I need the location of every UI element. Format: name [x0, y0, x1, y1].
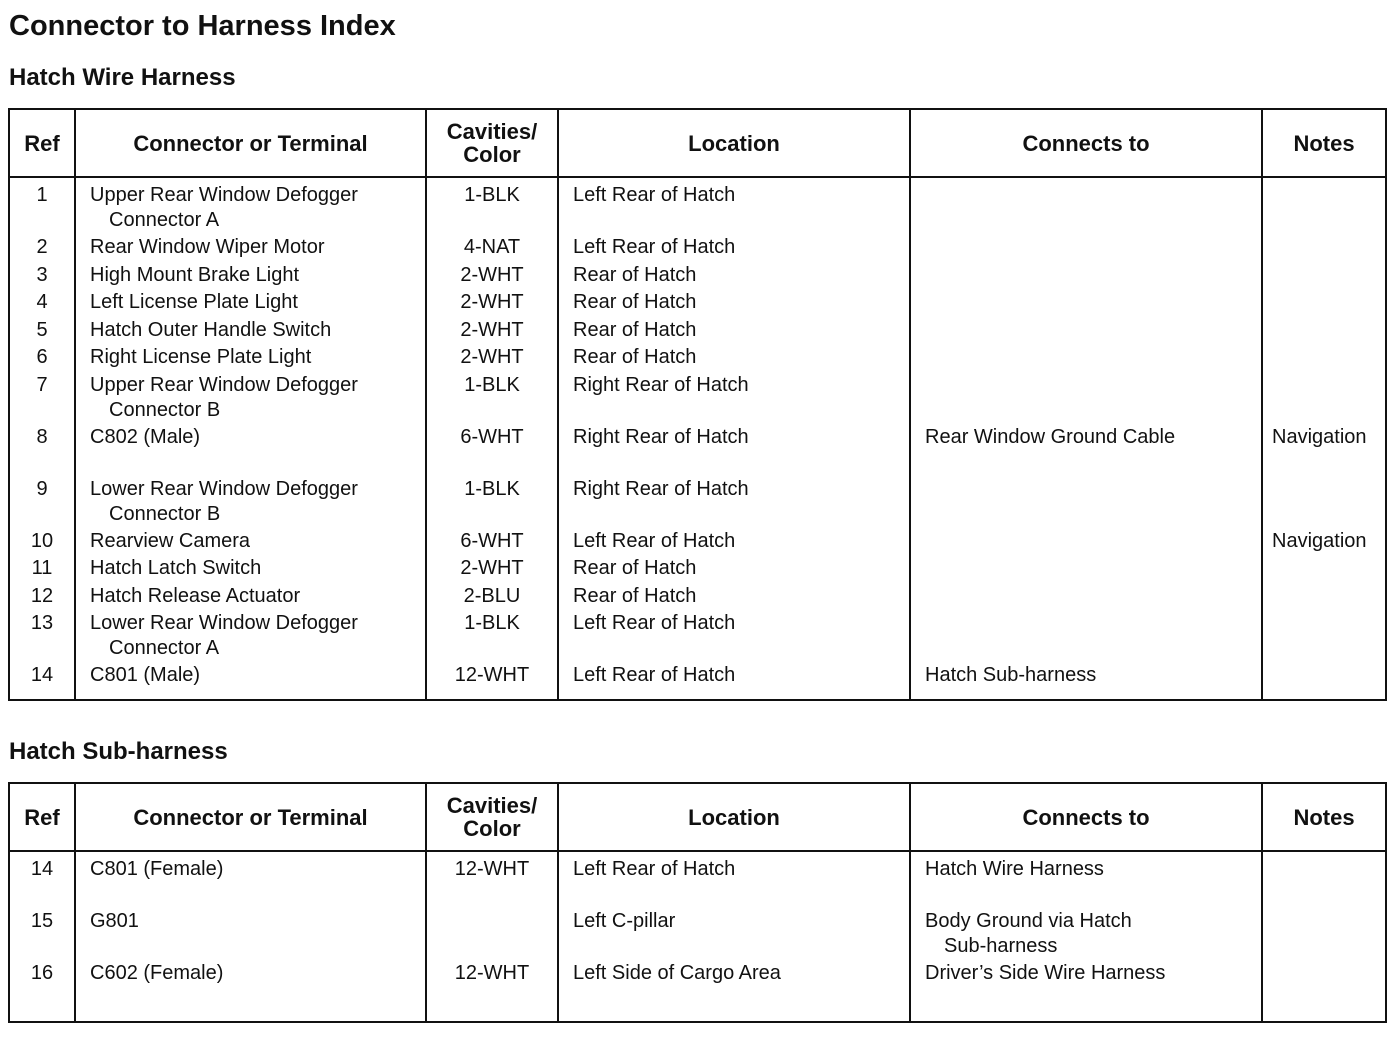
cell-connector-text: Lower Rear Window Defogger: [90, 477, 358, 500]
table-row: [9, 290, 1386, 318]
cell-ref: [9, 529, 75, 557]
section-title-hatch-sub-harness: Hatch Sub-harness: [9, 738, 228, 765]
cell-ref: [9, 345, 75, 373]
table-row: [9, 263, 1386, 291]
cell-ref-text: 15: [30, 910, 54, 932]
cell-cavities-text: 2-WHT: [460, 291, 524, 313]
cell-ref-text: 4: [36, 291, 48, 313]
cell-connector-text: Rearview Camera: [90, 529, 251, 552]
cell-cavities: [426, 235, 558, 263]
cell-cavities-text: 12-WHT: [454, 962, 530, 984]
cell-cavities-text: 1-BLK: [464, 612, 520, 634]
cell-notes: [1262, 290, 1386, 318]
cell-connector: [75, 961, 426, 1022]
cell-connector-text: C602 (Female): [90, 962, 224, 984]
cell-location-text: Rear of Hatch: [573, 557, 697, 579]
cell-connects-to-text: Driver’s Side Wire Harness: [925, 962, 1166, 984]
cell-cavities-text: 12-WHT: [454, 858, 530, 880]
cell-cavities: [426, 961, 558, 1022]
cell-ref-text: 5: [36, 318, 48, 341]
cell-cavities: [426, 477, 558, 529]
cell-notes: [1262, 177, 1386, 235]
cell-ref-text: 11: [31, 557, 53, 579]
cell-cavities: [426, 556, 558, 584]
cell-notes: [1262, 263, 1386, 291]
table-row: [9, 529, 1386, 557]
cell-location-text: Left Rear of Hatch: [573, 664, 736, 686]
table-row: [9, 345, 1386, 373]
cell-connects-to-text: Hatch Wire Harness: [925, 858, 1104, 880]
cell-connects-to-text: Rear Window Ground Cable: [925, 425, 1176, 448]
cell-location: [558, 318, 910, 346]
cell-notes: [1262, 909, 1386, 961]
cell-connector-text: G801: [90, 910, 139, 932]
cell-location-text: Left Side of Cargo Area: [573, 962, 781, 984]
cell-cavities: [426, 263, 558, 291]
cell-ref: [9, 235, 75, 263]
cell-connector: [75, 425, 426, 477]
cell-location: [558, 663, 910, 700]
cell-cavities: [426, 529, 558, 557]
cell-connects-to: [910, 851, 1262, 909]
table-row: [9, 584, 1386, 612]
cell-connects-to: [910, 345, 1262, 373]
cell-location-text: Right Rear of Hatch: [573, 373, 749, 396]
cell-cavities-text: 6-WHT: [460, 425, 524, 448]
cell-connector: [75, 529, 426, 557]
cell-connector: [75, 177, 426, 235]
cell-ref: [9, 425, 75, 477]
cell-ref: [9, 663, 75, 700]
cell-cavities-text: 2-WHT: [460, 318, 524, 341]
cell-connector-continued: Connector B: [109, 502, 221, 525]
cell-connects-to: [910, 290, 1262, 318]
cell-connector: [75, 290, 426, 318]
cell-connector-text: Right License Plate Light: [90, 346, 312, 368]
cell-cavities: [426, 345, 558, 373]
column-header-ref: Ref: [9, 783, 75, 851]
cell-location: [558, 425, 910, 477]
cell-connects-to-continued: Sub-harness: [944, 935, 1058, 957]
table-row: [9, 663, 1386, 700]
cell-notes-text: Navigation: [1272, 529, 1367, 552]
cell-cavities: [426, 290, 558, 318]
cell-connector: [75, 477, 426, 529]
cell-cavities-text: 2-WHT: [460, 263, 524, 286]
hatch-sub-harness-table: [8, 782, 1387, 1023]
column-header-cavities: Cavities/ Color: [426, 783, 558, 851]
table-row: [9, 961, 1386, 1022]
cell-connects-to: [910, 663, 1262, 700]
cell-location-text: Left C-pillar: [573, 910, 676, 932]
cell-location: [558, 477, 910, 529]
cell-cavities-text: 1-BLK: [464, 477, 520, 500]
cell-cavities: [426, 909, 558, 961]
cell-connector-text: High Mount Brake Light: [90, 263, 300, 286]
cell-connects-to: [910, 425, 1262, 477]
cell-location-text: Rear of Hatch: [573, 318, 697, 341]
cell-notes: [1262, 529, 1386, 557]
column-header-connects-to: Connects to: [910, 109, 1262, 177]
cell-connects-to: [910, 909, 1262, 961]
cell-connects-to: [910, 318, 1262, 346]
cell-cavities-text: 12-WHT: [454, 664, 530, 686]
cell-location: [558, 611, 910, 663]
table-header-row: [9, 783, 1386, 851]
cell-connector: [75, 851, 426, 909]
cell-ref-text: 7: [36, 373, 48, 396]
cell-connector: [75, 345, 426, 373]
cell-notes: [1262, 235, 1386, 263]
cell-connects-to: [910, 263, 1262, 291]
cell-ref-text: 16: [30, 962, 54, 984]
cell-cavities: [426, 851, 558, 909]
cell-cavities: [426, 177, 558, 235]
cell-location: [558, 556, 910, 584]
cell-location-text: Left Rear of Hatch: [573, 612, 736, 634]
cell-notes: [1262, 851, 1386, 909]
cell-connects-to: [910, 961, 1262, 1022]
cell-connector: [75, 584, 426, 612]
section-title-hatch-wire-harness: Hatch Wire Harness: [9, 64, 236, 91]
cell-location-text: Rear of Hatch: [573, 263, 697, 286]
cell-cavities: [426, 318, 558, 346]
cell-ref: [9, 851, 75, 909]
table-header-row: [9, 109, 1386, 177]
cell-cavities: [426, 425, 558, 477]
cell-notes: [1262, 425, 1386, 477]
cell-notes: [1262, 318, 1386, 346]
cell-location-text: Left Rear of Hatch: [573, 236, 736, 258]
cell-ref: [9, 318, 75, 346]
cell-ref: [9, 556, 75, 584]
cell-ref-text: 13: [30, 612, 54, 634]
cell-notes: [1262, 556, 1386, 584]
column-header-connector: Connector or Terminal: [75, 109, 426, 177]
cell-connector-text: C801 (Female): [90, 858, 224, 880]
cell-notes-text: Navigation: [1272, 425, 1367, 448]
cell-connector-text: Hatch Outer Handle Switch: [90, 318, 332, 341]
cell-connector: [75, 318, 426, 346]
cell-connects-to-text: Body Ground via Hatch: [925, 910, 1132, 932]
cell-ref-text: 9: [36, 477, 48, 500]
cell-location: [558, 584, 910, 612]
cell-cavities: [426, 373, 558, 425]
cell-ref-text: 10: [30, 529, 54, 552]
cell-location-text: Right Rear of Hatch: [573, 477, 749, 500]
column-header-connector: Connector or Terminal: [75, 783, 426, 851]
cell-location: [558, 235, 910, 263]
table-row: [9, 425, 1386, 477]
cell-location-text: Rear of Hatch: [573, 346, 697, 368]
column-header-notes: Notes: [1262, 783, 1386, 851]
cell-connects-to: [910, 611, 1262, 663]
cell-location-text: Left Rear of Hatch: [573, 858, 736, 880]
cell-cavities: [426, 611, 558, 663]
cell-connector-continued: Connector A: [109, 637, 220, 659]
cell-connector: [75, 556, 426, 584]
column-header-location: Location: [558, 783, 910, 851]
hatch-wire-harness-table: [8, 108, 1387, 701]
cell-location-text: Right Rear of Hatch: [573, 425, 749, 448]
cell-connects-to: [910, 584, 1262, 612]
table-row: [9, 556, 1386, 584]
cell-location-text: Rear of Hatch: [573, 291, 697, 313]
column-header-cavities: Cavities/ Color: [426, 109, 558, 177]
cell-connector: [75, 235, 426, 263]
cell-ref-text: 14: [30, 858, 54, 880]
cell-notes: [1262, 373, 1386, 425]
cell-location: [558, 373, 910, 425]
cell-ref-text: 2: [36, 236, 48, 258]
column-header-notes: Notes: [1262, 109, 1386, 177]
cell-connects-to-text: Hatch Sub-harness: [925, 664, 1097, 686]
cell-ref: [9, 177, 75, 235]
table-row: [9, 318, 1386, 346]
cell-location: [558, 961, 910, 1022]
cell-location: [558, 263, 910, 291]
page-title: Connector to Harness Index: [9, 10, 396, 42]
cell-location: [558, 177, 910, 235]
column-header-connects-to: Connects to: [910, 783, 1262, 851]
cell-connects-to: [910, 529, 1262, 557]
cell-connector-text: C802 (Male): [90, 425, 201, 448]
cell-notes: [1262, 663, 1386, 700]
cell-connector: [75, 611, 426, 663]
cell-connector-text: Upper Rear Window Defogger: [90, 184, 358, 206]
cell-cavities-text: 6-WHT: [460, 529, 524, 552]
cell-notes: [1262, 961, 1386, 1022]
table-row: [9, 611, 1386, 663]
cell-location-text: Left Rear of Hatch: [573, 529, 736, 552]
cell-location: [558, 851, 910, 909]
cell-location: [558, 909, 910, 961]
cell-ref: [9, 909, 75, 961]
cell-cavities-text: 1-BLK: [464, 373, 520, 396]
cell-ref-text: 3: [36, 263, 48, 286]
cell-notes: [1262, 584, 1386, 612]
table-row: [9, 851, 1386, 909]
cell-ref-text: 6: [36, 346, 48, 368]
cell-cavities-text: 2-BLU: [463, 584, 521, 607]
cell-ref: [9, 373, 75, 425]
cell-connects-to: [910, 477, 1262, 529]
cell-connector-text: Hatch Release Actuator: [90, 584, 301, 607]
cell-ref-text: 1: [36, 184, 48, 206]
cell-connector-text: Hatch Latch Switch: [90, 557, 262, 579]
table-row: [9, 177, 1386, 235]
cell-cavities: [426, 584, 558, 612]
cell-cavities-text: 2-WHT: [460, 346, 524, 368]
cell-ref: [9, 961, 75, 1022]
cell-location: [558, 290, 910, 318]
cell-connects-to: [910, 177, 1262, 235]
cell-ref-text: 14: [30, 664, 54, 686]
table-row: [9, 909, 1386, 961]
cell-connects-to: [910, 373, 1262, 425]
cell-connects-to: [910, 235, 1262, 263]
cell-location-text: Rear of Hatch: [573, 584, 697, 607]
cell-connector-continued: Connector B: [109, 398, 221, 421]
cell-connector: [75, 373, 426, 425]
cell-connector: [75, 663, 426, 700]
cell-notes: [1262, 611, 1386, 663]
cell-location: [558, 529, 910, 557]
cell-cavities: [426, 663, 558, 700]
cell-cavities-text: 1-BLK: [464, 184, 520, 206]
cell-notes: [1262, 345, 1386, 373]
cell-connector: [75, 909, 426, 961]
cell-connector-text: Lower Rear Window Defogger: [90, 612, 358, 634]
cell-ref: [9, 584, 75, 612]
cell-connector-text: Upper Rear Window Defogger: [90, 373, 358, 396]
cell-cavities-text: 2-WHT: [460, 557, 524, 579]
column-header-ref: Ref: [9, 109, 75, 177]
table-row: [9, 235, 1386, 263]
cell-ref: [9, 477, 75, 529]
cell-connector-text: Rear Window Wiper Motor: [90, 236, 325, 258]
cell-ref-text: 12: [30, 584, 54, 607]
cell-ref: [9, 263, 75, 291]
cell-cavities-text: 4-NAT: [463, 236, 521, 258]
cell-connector: [75, 263, 426, 291]
cell-notes: [1262, 477, 1386, 529]
cell-connector-continued: Connector A: [109, 209, 220, 231]
cell-ref-text: 8: [36, 425, 48, 448]
cell-ref: [9, 290, 75, 318]
cell-connector-text: Left License Plate Light: [90, 291, 298, 313]
cell-location-text: Left Rear of Hatch: [573, 184, 736, 206]
table-row: [9, 373, 1386, 425]
cell-connects-to: [910, 556, 1262, 584]
column-header-location: Location: [558, 109, 910, 177]
cell-location: [558, 345, 910, 373]
cell-connector-text: C801 (Male): [90, 664, 201, 686]
table-row: [9, 477, 1386, 529]
cell-ref: [9, 611, 75, 663]
